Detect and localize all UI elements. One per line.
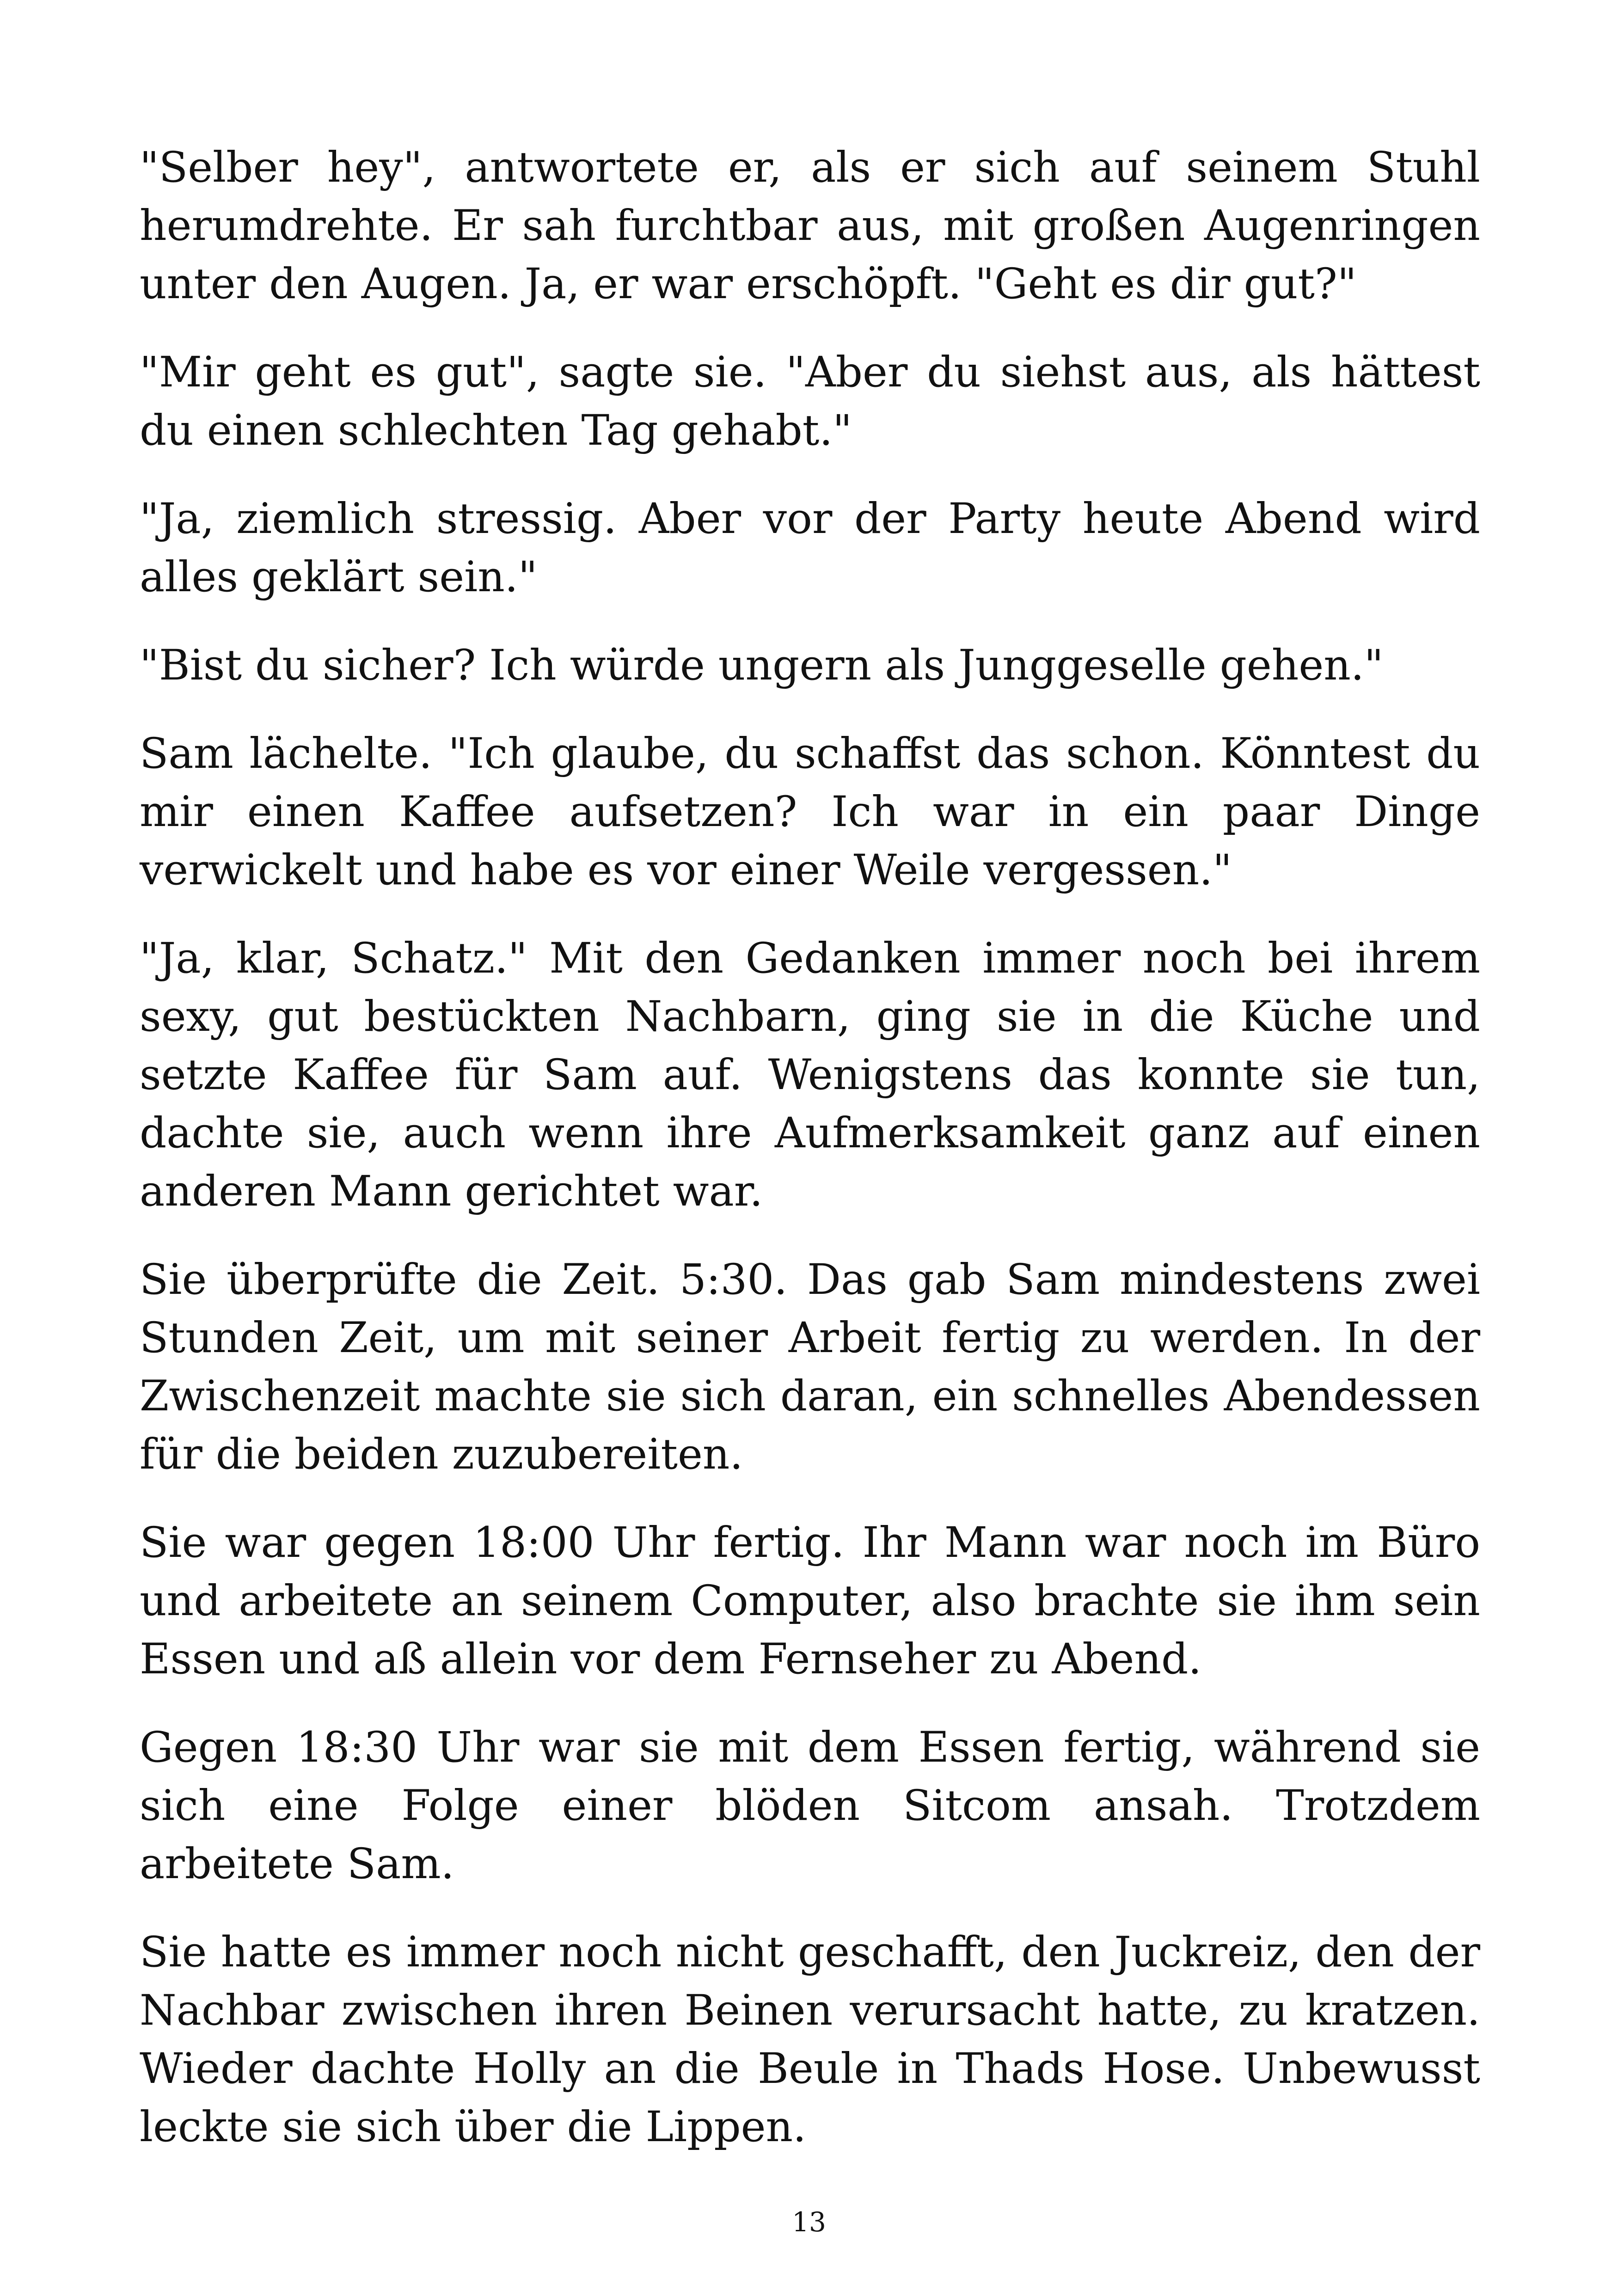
paragraph: Gegen 18:30 Uhr war sie mit dem Essen fertig, während sie sich eine Folge einer blöden Sitcom ansah. Trotzdem arbeitete Sam. <box>140 1723 1480 1888</box>
paragraph: Sie hatte es immer noch nicht geschafft, den Juckreiz, den der Nachbar zwischen ihren Beinen verursacht hatte, zu kratzen. Wieder dachte Holly an die Beule in Thads Hose. Unbewusst leckte sie sich über die Lippen. <box>140 1928 1480 2151</box>
paragraph: "Mir geht es gut", sagte sie. "Aber du siehst aus, als hättest du einen schlechten Tag gehabt." <box>140 348 1480 455</box>
paragraph: "Ja, ziemlich stressig. Aber vor der Party heute Abend wird alles geklärt sein." <box>140 495 1480 601</box>
paragraph: "Ja, klar, Schatz." Mit den Gedanken immer noch bei ihrem sexy, gut bestückten Nachbarn, ging sie in die Küche und setzte Kaffee für Sam auf. Wenigstens das konnte sie tun, dachte sie, auch wenn ihre Aufmerksamkeit ganz auf einen anderen Mann gerichtet war. <box>140 934 1480 1216</box>
paragraph: Sam lächelte. "Ich glaube, du schaffst das schon. Könntest du mir einen Kaffee aufsetzen? Ich war in ein paar Dinge verwickelt und habe es vor einer Weile vergessen." <box>140 729 1480 894</box>
paragraph: Sie überprüfte die Zeit. 5:30. Das gab Sam mindestens zwei Stunden Zeit, um mit seiner Arbeit fertig zu werden. In der Zwischenzeit machte sie sich daran, ein schnelles Abendessen für die beiden zuzubereiten. <box>140 1255 1480 1479</box>
paragraph: Sie war gegen 18:00 Uhr fertig. Ihr Mann war noch im Büro und arbeitete an seinem Computer, also brachte sie ihm sein Essen und aß allein vor dem Fernseher zu Abend. <box>140 1518 1480 1684</box>
page-number: 13 <box>792 2206 826 2238</box>
paragraph: "Selber hey", antwortete er, als er sich auf seinem Stuhl herumdrehte. Er sah furchtbar aus, mit großen Augenringen unter den Augen. Ja, er war erschöpft. "Geht es dir gut?" <box>140 143 1480 308</box>
paragraph: "Bist du sicher? Ich würde ungern als Junggeselle gehen." <box>140 641 1384 690</box>
body-text <box>140 139 1480 2186</box>
